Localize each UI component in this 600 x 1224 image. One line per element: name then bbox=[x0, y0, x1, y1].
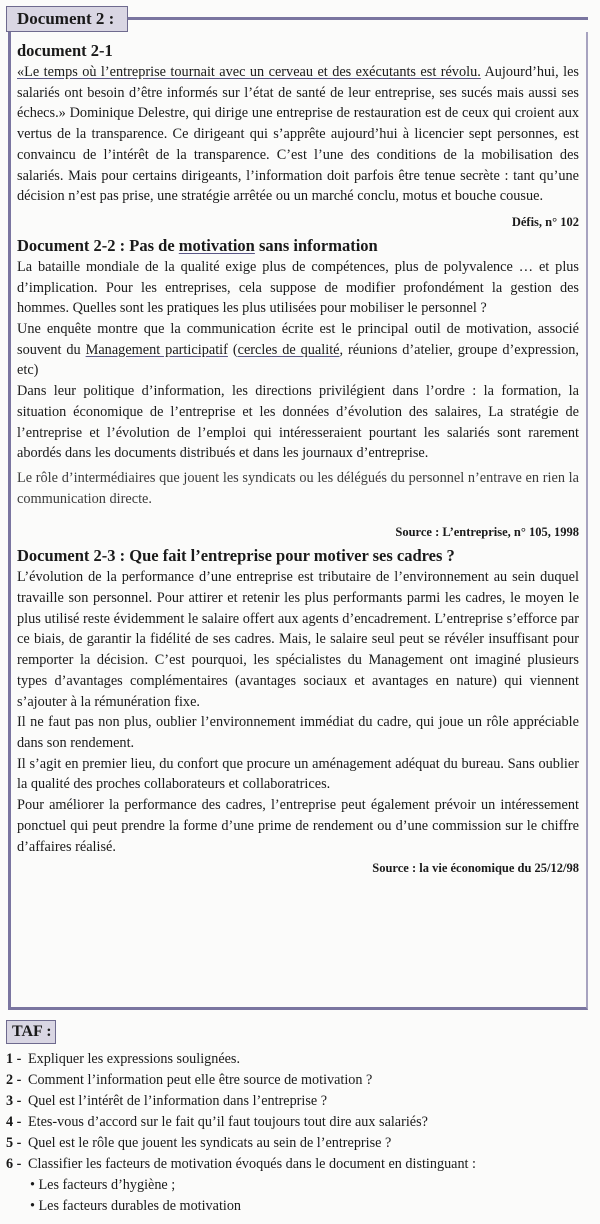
doc-2-2-p4: Le rôle d’intermédiaires que jouent les syndicats ou les délégués du personnel n’entrave en rien la communication directe. bbox=[17, 469, 579, 507]
question-number: 5 - bbox=[6, 1135, 22, 1151]
underlined-expression: Management participatif bbox=[85, 341, 228, 358]
document-content bbox=[17, 40, 579, 881]
underlined-expression: cercles de qualité bbox=[237, 341, 340, 358]
doc-2-3-p4: Pour améliorer la performance des cadres, l’entreprise peut également prévoir un intéressement ponctuel qui peut prendre la forme d’une prime de rendement ou d’une commission sur le chiffre d’affaires réalisé. bbox=[17, 797, 579, 855]
doc-2-1-source: Défis, n° 102 bbox=[511, 214, 579, 229]
doc-2-3-source: Source : la vie économique du 25/12/98 bbox=[372, 861, 579, 876]
doc-2-2-p2-b: ( bbox=[227, 341, 238, 358]
doc-2-3-title: Document 2-3 : Que fait l’entreprise pour motiver ses cadres ? bbox=[17, 546, 455, 566]
doc-2-2-p1: La bataille mondiale de la qualité exige plus de compétences, plus de polyvalence … et plus d’implication. Pour les entreprises, cela suppose de modifier profondément la gestion des hommes. Quelles sont les pratiques les plus utilisées pour mobiliser le personnel ? bbox=[17, 258, 579, 317]
doc-2-2-title-a: Document 2-2 : Pas de bbox=[17, 235, 179, 255]
underlined-expression: «Le temps où l’entreprise tournait avec un cerveau et des exécutants est révolu. bbox=[17, 64, 481, 80]
doc-2-2-title-b: sans information bbox=[254, 235, 378, 255]
question-text: Expliquer les expressions soulignées. bbox=[28, 1051, 240, 1067]
question-item bbox=[6, 1154, 596, 1175]
question-number: 1 - bbox=[6, 1051, 22, 1067]
question-number: 3 - bbox=[6, 1093, 22, 1109]
taf-questions bbox=[6, 1049, 596, 1217]
doc-2-1-body: Aujourd’hui, les salariés ont besoin d’être informés sur l’état de santé de leur entreprise, ses sucés mais aussi ses échecs.» Dominique Delestre, qui dirige une entreprise de restauration est de ceux qui croient aux vertus de la transparence. Ce dirigeant qui s’apprête aujourd’hui à licencier sept personnes, est convaincu de l’intérêt de la transparence. C’est l’une des conditions de la mobilisation des salariés. Mais pour certains dirigeants, l’information doit parfois être tenue secrète : tant qu’une décision n’est pas prise, une stratégie arrêtée ou un marché conclu, motus et bouche cousue. bbox=[17, 64, 579, 205]
bullet-item: • Les facteurs d’hygiène ; bbox=[30, 1177, 176, 1193]
doc-2-2-p2-c: , réunions d’atelier, groupe d’expression, etc) bbox=[17, 341, 579, 379]
question-text: Classifier les facteurs de motivation évoqués dans le document en distinguant : bbox=[28, 1156, 476, 1172]
question-item bbox=[6, 1091, 596, 1112]
doc-2-2-p2 bbox=[17, 319, 579, 381]
header-rule bbox=[128, 17, 588, 20]
question-text: Etes-vous d’accord sur le fait qu’il faut toujours tout dire aux salariés? bbox=[28, 1114, 428, 1130]
question-number: 2 - bbox=[6, 1072, 22, 1088]
question-item bbox=[6, 1070, 596, 1091]
doc-2-2-p2-a: Une enquête montre que la communication écrite est le principal outil de motivation, associé souvent du bbox=[17, 321, 579, 358]
question-text: Comment l’information peut elle être source de motivation ? bbox=[28, 1072, 373, 1088]
document-header: Document 2 : bbox=[6, 6, 128, 32]
question-text: Quel est l’intérêt de l’information dans l’entreprise ? bbox=[28, 1093, 328, 1109]
question-item bbox=[6, 1133, 596, 1154]
question-number: 6 - bbox=[6, 1156, 22, 1172]
question-number: 4 - bbox=[6, 1114, 22, 1130]
taf-header: TAF : bbox=[6, 1020, 56, 1044]
underlined-expression: motivation bbox=[178, 235, 255, 255]
doc-2-3-p3: Il s’agit en premier lieu, du confort que procure un aménagement adéquat du bureau. Sans oublier la qualité des proches collaborateurs et collaboratrices. bbox=[17, 755, 579, 793]
doc-2-2-title bbox=[17, 235, 579, 257]
question-text: Quel est le rôle que jouent les syndicats au sein de l’entreprise ? bbox=[28, 1135, 392, 1151]
doc-2-3-p1: L’évolution de la performance d’une entreprise est tributaire de l’environnement au sein duquel travaille son personnel. Pour attirer et retenir les plus performants parmi les cadres, le moyen le plus utilisé reste évidemment le salaire offert aux agents d’encadrement. L’entreprise s’efforce par ce biais, de garantir la fidélité de ses cadres. Mais, le salaire seul peut se révéler insuffisant pour remporter la décision. C’est pourquoi, les spécialistes du Management ont imaginé plusieurs types d’avantages complémentaires (avantages sociaux et avantages en nature) qui viennent s’ajouter à la rémunération fixe. bbox=[17, 569, 579, 710]
doc-2-2-p3: Dans leur politique d’information, les directions privilégient dans l’ordre : la formation, la situation économique de l’entreprise et les données d’évolution des salaires, La stratégie de l’entreprise et l’évolution de l’emploi qui intéresseraient pourtant les salariés sont rarement abordés dans les documents distribués et dans les journaux d’entreprise. bbox=[17, 383, 579, 462]
doc-2-1-text bbox=[17, 62, 579, 207]
doc-2-3-p2: Il ne faut pas non plus, oublier l’environnement immédiat du cadre, qui joue un rôle appréciable dans son rendement. bbox=[17, 714, 579, 751]
question-item bbox=[6, 1112, 596, 1133]
bullet-item: • Les facteurs durables de motivation bbox=[30, 1198, 242, 1214]
doc-2-1-title: document 2-1 bbox=[17, 41, 113, 60]
doc-2-2-source: Source : L’entreprise, n° 105, 1998 bbox=[395, 525, 579, 540]
question-item bbox=[6, 1049, 596, 1070]
